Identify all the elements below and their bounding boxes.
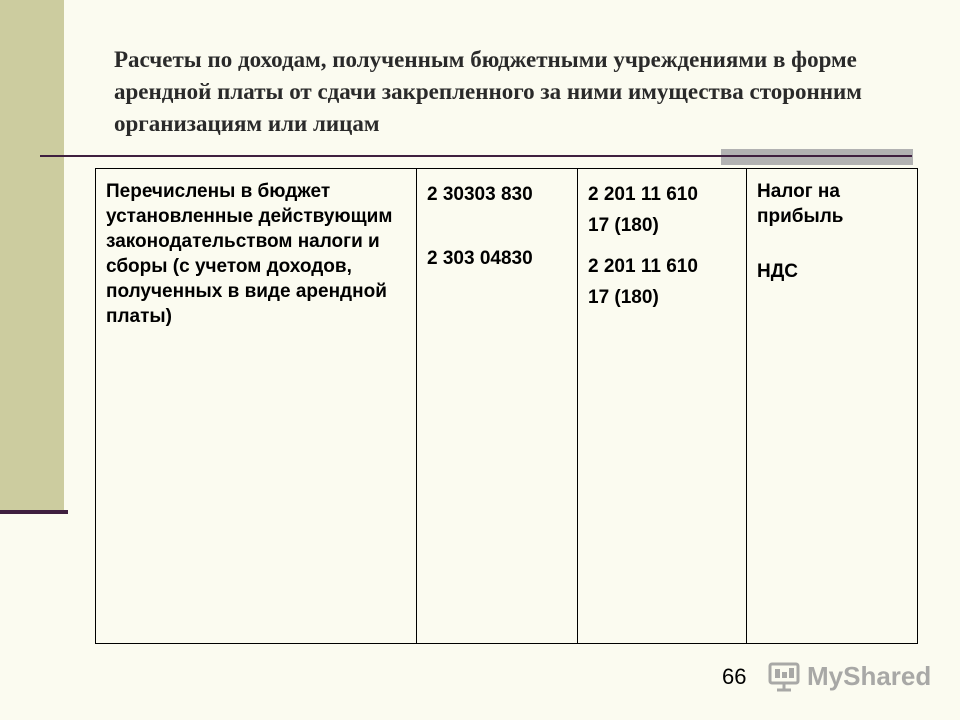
debit-account-2: 2 303 04830 (427, 248, 533, 269)
table-row (96, 169, 918, 644)
left-accent-line (0, 510, 68, 514)
credit-account-2-line1: 2 201 11 610 (588, 256, 698, 277)
accounting-entries-table (95, 168, 918, 644)
credit-cell (578, 169, 747, 644)
operation-description: Перечислены в бюджет установленные действующим законодательством налоги и сборы (с учетом доходов, полученных в виде арендной платы) (106, 181, 393, 327)
left-decorative-band (0, 0, 64, 512)
presentation-board-icon (767, 659, 801, 693)
credit-account-1-line1: 2 201 11 610 (588, 184, 698, 205)
credit-account-1-line2: 17 (180) (588, 215, 659, 236)
debit-account-1: 2 30303 830 (427, 184, 533, 205)
title-divider-line (40, 155, 912, 157)
slide-title: Расчеты по доходам, полученным бюджетными учреждениями в форме арендной платы от сдачи закрепленного за ними имущества сторонним организациям или лицам (114, 47, 862, 136)
page-number: 66 (722, 664, 747, 689)
tax-type-2: НДС (757, 261, 798, 282)
credit-account-2-line2: 17 (180) (588, 287, 659, 308)
tax-type-1: Налог на прибыль (757, 181, 844, 227)
description-cell (96, 169, 417, 644)
watermark-text: MyShared (807, 660, 932, 691)
tax-type-cell (747, 169, 918, 644)
watermark-logo (767, 656, 931, 696)
debit-cell (417, 169, 578, 644)
grey-accent-band (721, 149, 913, 165)
